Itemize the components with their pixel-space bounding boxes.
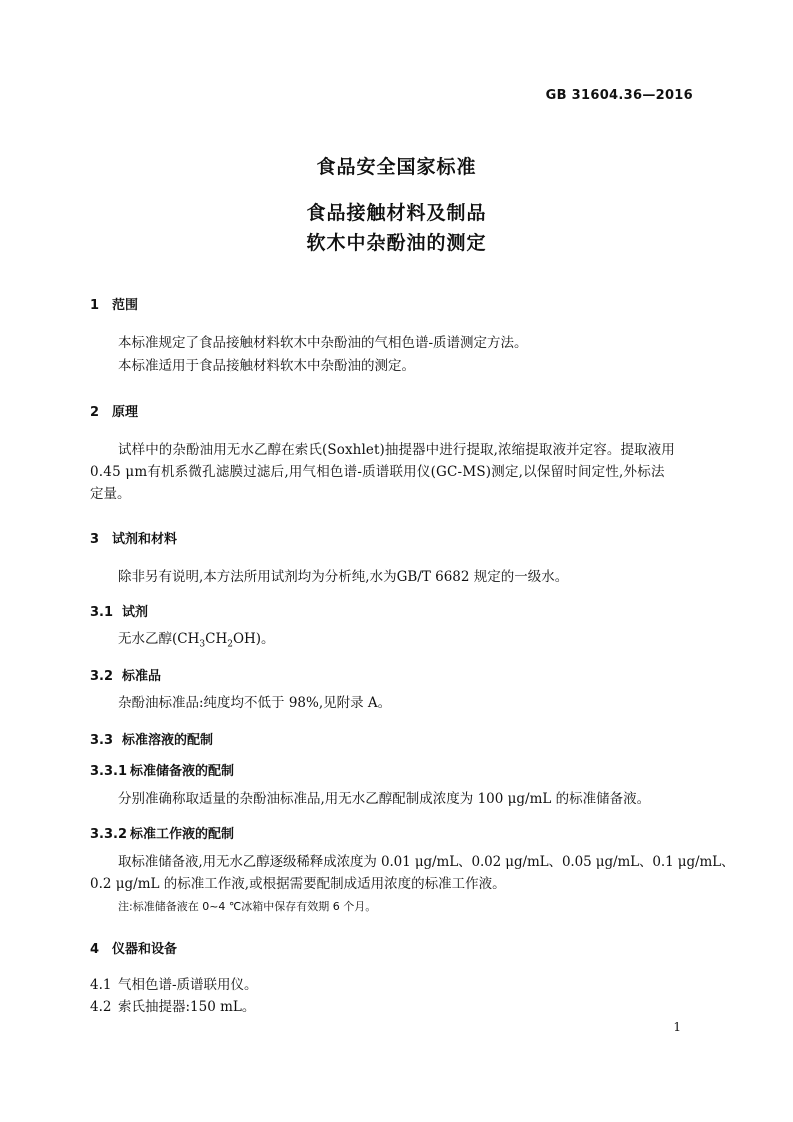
item-text: 气相色谱-质谱联用仪。 [118, 977, 258, 993]
section-title: 原理 [112, 405, 139, 420]
section-title: 范围 [112, 298, 139, 313]
paragraph: 本标准规定了食品接触材料软木中杂酚油的气相色谱-质谱测定方法。 [118, 335, 528, 351]
paragraph-line: 试样中的杂酚油用无水乙醇在索氏(Soxhlet)抽提器中进行提取,浓缩提取液并定容。提取液用 [118, 442, 675, 458]
section-4-heading [90, 938, 177, 957]
section-title: 仪器和设备 [112, 942, 178, 957]
paragraph-line: 0.2 μg/mL 的标准工作液,或根据需要配制成适用浓度的标准工作液。 [90, 876, 506, 892]
section-title: 标准溶液的配制 [122, 733, 214, 748]
item-number: 4.1 [90, 977, 112, 993]
section-number: 2 [90, 405, 100, 420]
section-title: 试剂 [122, 605, 149, 620]
section-number: 3.3.2 [90, 827, 128, 842]
section-number: 3.2 [90, 669, 114, 684]
section-title: 标准品 [122, 669, 162, 684]
reagent-formula: 无水乙醇$(CH_3CH_2OH)$。 [118, 631, 275, 650]
paragraph: 除非另有说明,本方法所用试剂均为分析纯,水为GB/T 6682 规定的一级水。 [118, 569, 569, 585]
section-1-heading [90, 294, 138, 313]
section-title: 试剂和材料 [112, 532, 178, 547]
section-3-2-heading [90, 665, 161, 684]
section-3-3-2-heading [90, 823, 234, 842]
section-number: 4 [90, 942, 100, 957]
document-subtitle-1: 食品接触材料及制品 [306, 202, 487, 224]
page-number: 1 [673, 1020, 681, 1034]
paragraph-line: 定量。 [90, 486, 131, 502]
document-main-title: 食品安全国家标准 [316, 156, 477, 178]
section-title: 标准储备液的配制 [130, 764, 235, 779]
note: 注:标准储备液在 0~4 ℃冰箱中保存有效期 6 个月。 [118, 900, 377, 913]
section-3-heading [90, 528, 177, 547]
list-item [90, 996, 255, 1019]
section-number: 1 [90, 298, 100, 313]
section-number: 3.1 [90, 605, 114, 620]
section-title: 标准工作液的配制 [130, 827, 235, 842]
section-2-heading [90, 401, 138, 420]
document-subtitle-2: 软木中杂酚油的测定 [306, 232, 487, 254]
paragraph: 杂酚油标准品:纯度均不低于 98%,见附录 A。 [118, 695, 392, 711]
section-3-3-1-heading [90, 760, 234, 779]
section-number: 3 [90, 532, 100, 547]
item-text: 索氏抽提器:150 mL。 [118, 999, 256, 1015]
section-number: 3.3.1 [90, 764, 128, 779]
list-item [90, 974, 258, 997]
section-3-1-heading [90, 601, 148, 620]
paragraph-line: 0.45 μm有机系微孔滤膜过滤后,用气相色谱-质谱联用仪(GC-MS)测定,以保留时间定性,外标法 [90, 464, 665, 480]
section-number: 3.3 [90, 733, 114, 748]
section-3-3-heading [90, 729, 213, 748]
standard-number: GB 31604.36—2016 [545, 88, 693, 103]
paragraph-line: 取标准储备液,用无水乙醇逐级稀释成浓度为 0.01 μg/mL、0.02 μg/mL、0.05 μg/mL、0.1 μg/mL、 [118, 854, 735, 870]
paragraph: 本标准适用于食品接触材料软木中杂酚油的测定。 [118, 358, 415, 374]
paragraph: 分别准确称取适量的杂酚油标准品,用无水乙醇配制成浓度为 100 μg/mL 的标准储备液。 [118, 791, 651, 807]
item-number: 4.2 [90, 999, 112, 1015]
